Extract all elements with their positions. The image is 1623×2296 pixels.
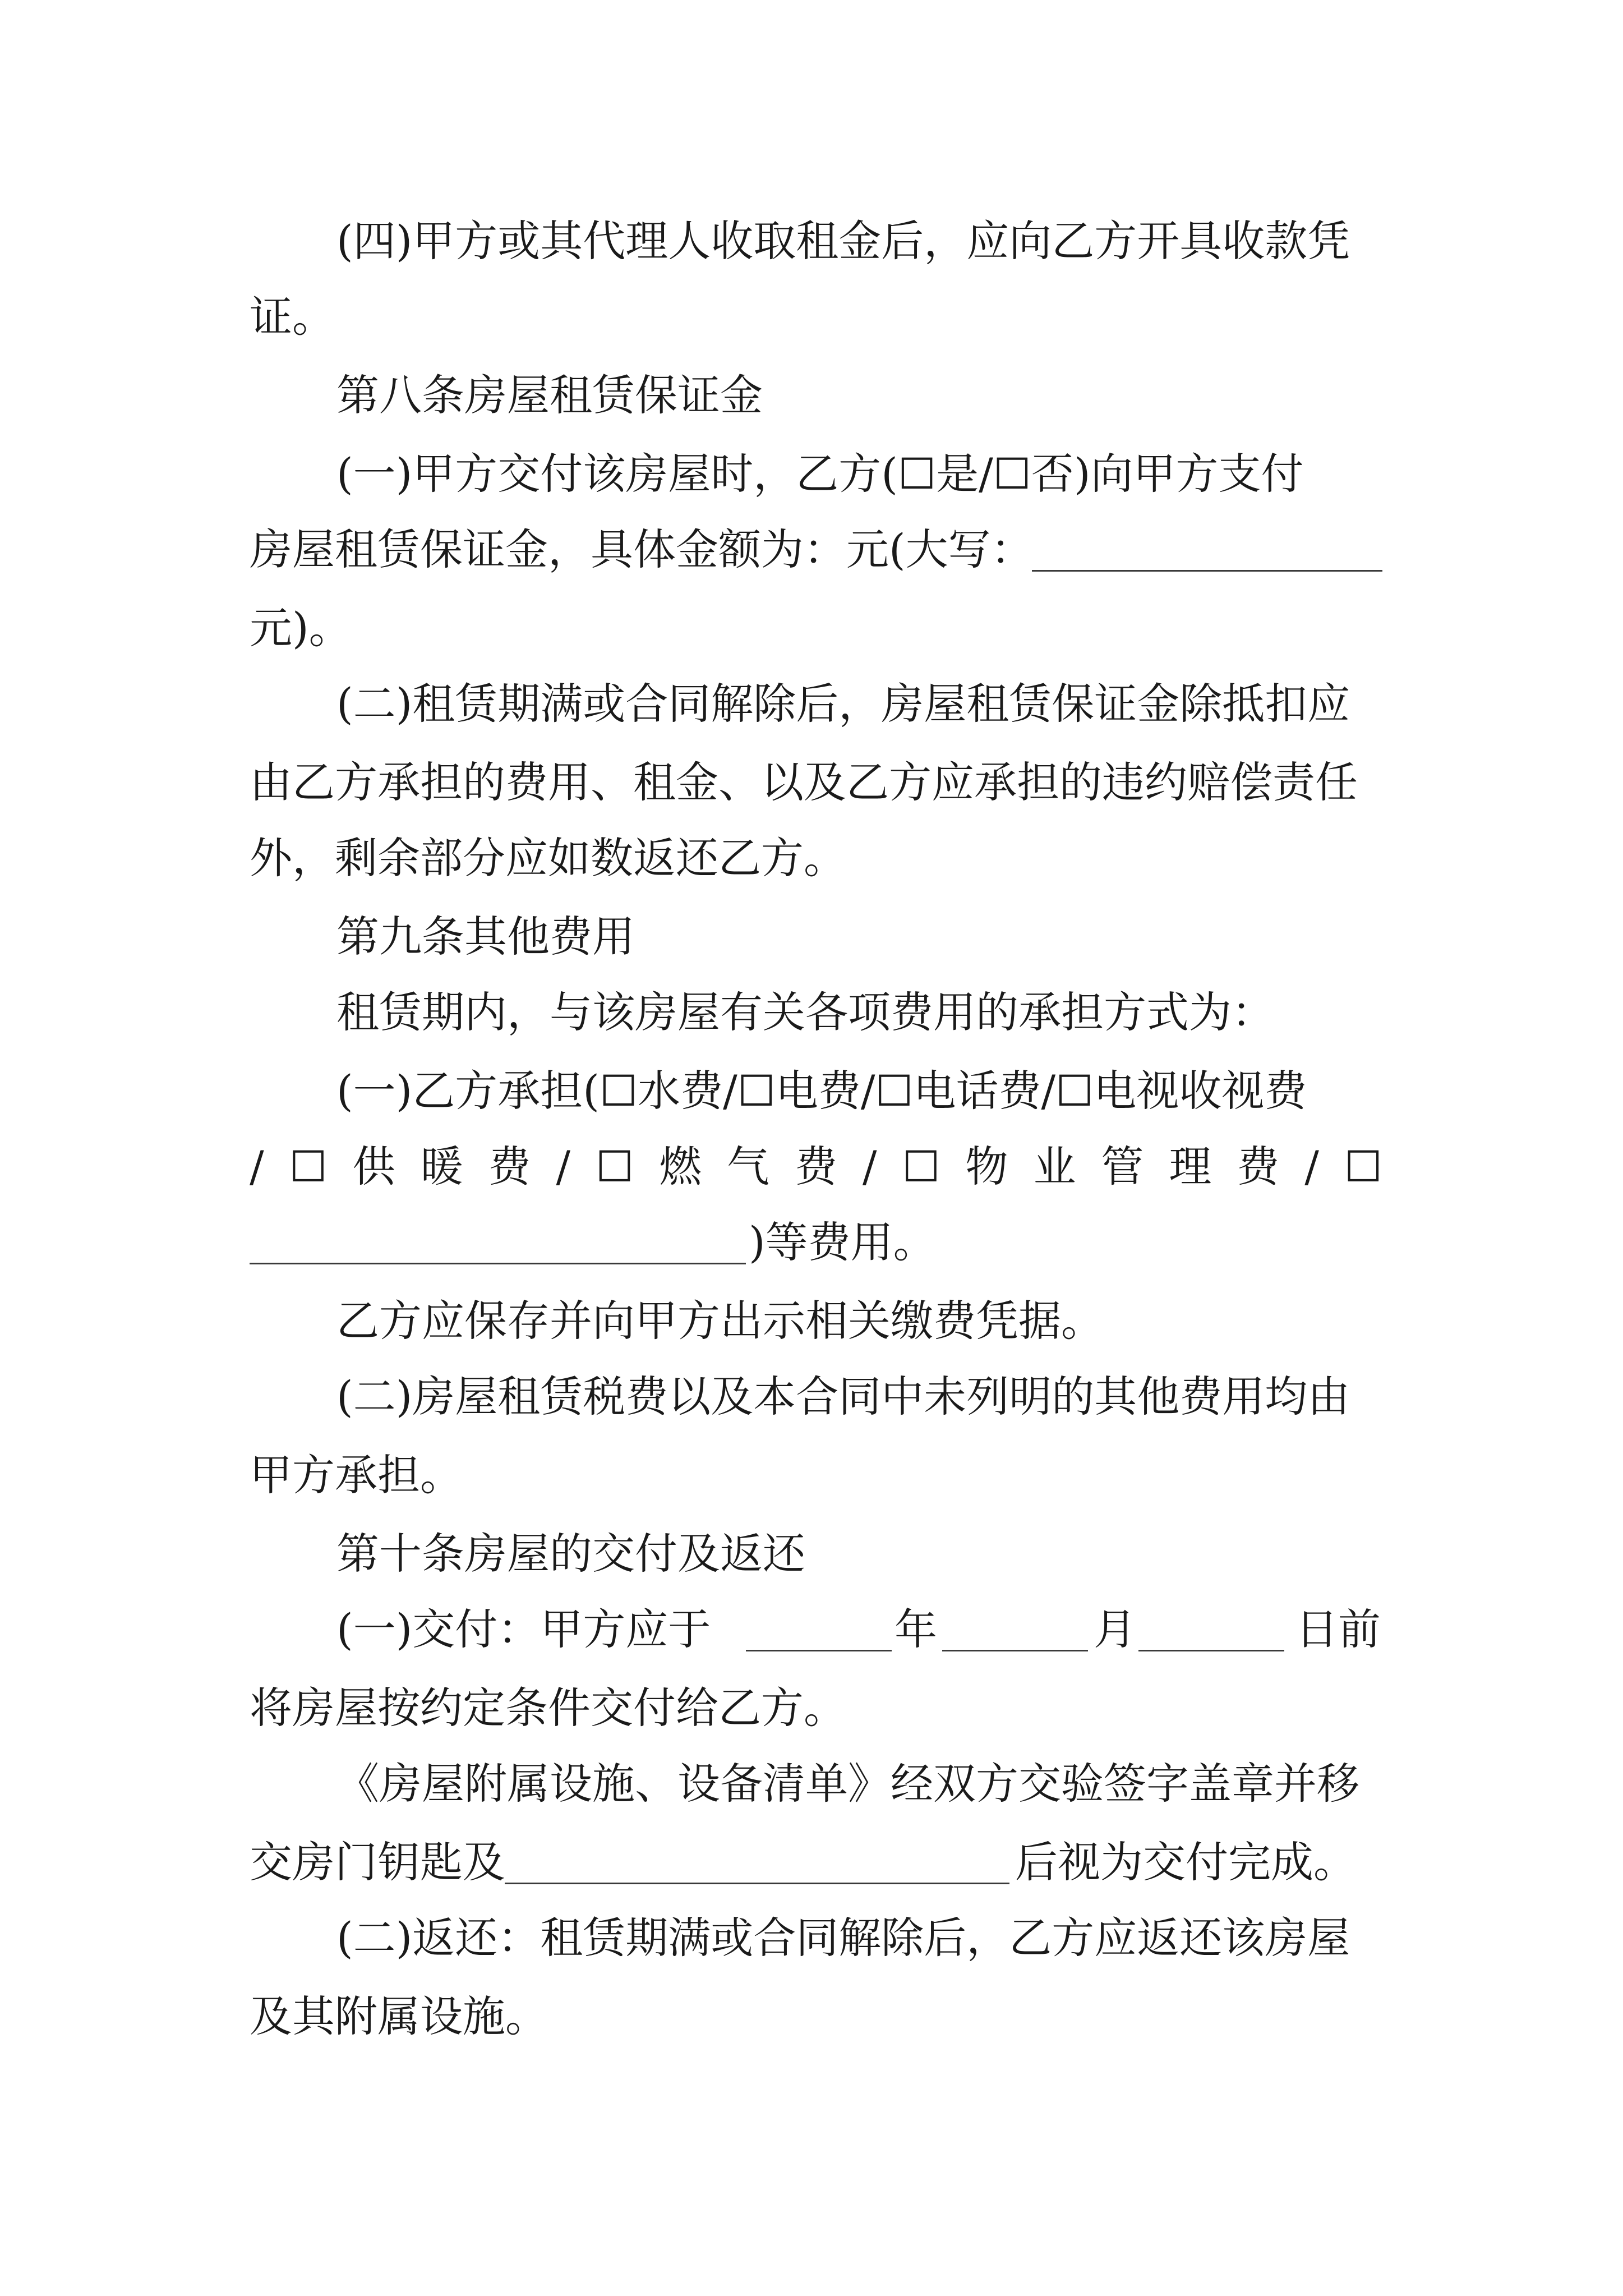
paragraph-4-receipt-cont (0, 283, 1623, 351)
article-8-clause-1-cont (0, 516, 1623, 583)
article-heading: 第八条房屋租赁保证金 (336, 370, 763, 420)
text-line: 证。 (250, 292, 335, 342)
text-char: 业 (1033, 1142, 1076, 1191)
article-10-clause-2-end (0, 1983, 1623, 2050)
text-line: 外，剩余部分应如数返还乙方。 (250, 833, 846, 883)
other-fee-blank[interactable] (250, 1209, 746, 1276)
text-char: 供 (352, 1142, 395, 1191)
checkbox-icon[interactable]: ☐ (289, 1142, 328, 1191)
text-char: 暖 (420, 1142, 463, 1191)
text-char: / (862, 1142, 877, 1191)
article-9-clause-2-end (0, 1442, 1623, 1509)
article-heading: 第九条其他费用 (336, 912, 635, 961)
text-line: (一)交付：甲方应于 (336, 1604, 711, 1654)
article-10-clause-1-cont (0, 1674, 1623, 1742)
article-9-clause-1-end (0, 1209, 1623, 1276)
text-line: (一)乙方承担(☐水费/☐电费/☐电话费/☐电视收视费 (336, 1066, 1307, 1116)
text-char: 理 (1169, 1142, 1212, 1191)
checkbox-icon[interactable]: ☐ (1344, 1142, 1382, 1191)
text-line: 交房门钥匙及 (250, 1837, 505, 1887)
delivery-year-blank[interactable] (746, 1596, 892, 1663)
text-char: 费 (488, 1142, 531, 1191)
article-8-clause-2-cont (0, 749, 1623, 816)
text-line: 及其附属设施。 (250, 1991, 548, 2041)
article-10-heading (0, 1520, 1623, 1588)
article-8-heading (0, 362, 1623, 429)
text-line: (一)甲方交付该房屋时，乙方(☐是/☐否)向甲方支付 (336, 449, 1304, 499)
text-line: 将房屋按约定条件交付给乙方。 (250, 1683, 846, 1733)
deposit-amount-blank[interactable] (1032, 516, 1382, 583)
text-line: (二)房屋租赁税费以及本合同中未列明的其他费用均由 (336, 1372, 1350, 1421)
article-9-intro (0, 979, 1623, 1046)
text-char: / (556, 1142, 571, 1191)
text-line: 租赁期内，与该房屋有关各项费用的承担方式为： (336, 987, 1274, 1037)
text-line: )等费用。 (749, 1217, 936, 1267)
text-line: 甲方承担。 (250, 1450, 463, 1500)
article-8-clause-1 (0, 440, 1623, 508)
checkbox-icon[interactable]: ☐ (595, 1142, 634, 1191)
text-char: 气 (727, 1142, 769, 1191)
text-line: 由乙方承担的费用、租金、以及乙方应承担的违约赔偿责任 (250, 757, 1358, 807)
year-label: 年 (895, 1604, 937, 1654)
text-char: 燃 (659, 1142, 702, 1191)
article-9-clause-1-cont (250, 1133, 1382, 1200)
article-9-clause-1 (0, 1057, 1623, 1125)
text-line: 房屋租赁保证金，具体金额为：元(大写： (250, 524, 1034, 574)
text-char: 费 (1237, 1142, 1280, 1191)
article-8-clause-2-end (0, 825, 1623, 892)
text-line: (二)租赁期满或合同解除后，房屋租赁保证金除抵扣应 (336, 679, 1350, 729)
text-line: (四)甲方或其代理人收取租金后，应向乙方开具收款凭 (336, 216, 1350, 266)
paragraph-4-receipt (0, 208, 1623, 275)
text-line: 乙方应保存并向甲方出示相关缴费凭据。 (336, 1296, 1104, 1346)
text-char: / (1304, 1142, 1319, 1191)
text-line: 元)。 (250, 603, 352, 653)
article-10-checklist-cont (0, 1829, 1623, 1896)
article-10-clause-2 (0, 1904, 1623, 1972)
checkbox-icon[interactable]: ☐ (902, 1142, 940, 1191)
text-char: / (250, 1142, 264, 1191)
day-label: 日前 (1295, 1604, 1381, 1654)
article-9-note (0, 1287, 1623, 1355)
article-8-clause-2 (0, 670, 1623, 738)
handover-items-blank[interactable] (505, 1829, 1009, 1896)
article-9-heading (0, 903, 1623, 970)
text-char: 物 (965, 1142, 1008, 1191)
text-line: (二)返还：租赁期满或合同解除后，乙方应返还该房屋 (336, 1913, 1350, 1963)
article-10-clause-1 (0, 1596, 1623, 1663)
article-10-checklist (0, 1750, 1623, 1818)
text-char: 管 (1101, 1142, 1144, 1191)
month-label: 月 (1094, 1604, 1136, 1654)
article-9-clause-2 (0, 1363, 1623, 1430)
text-line: 《房屋附属设施、设备清单》经双方交验签字盖章并移 (336, 1759, 1359, 1809)
text-char: 费 (794, 1142, 837, 1191)
article-heading: 第十条房屋的交付及返还 (336, 1529, 805, 1579)
text-line: 后视为交付完成。 (1015, 1837, 1356, 1887)
article-8-clause-1-end (0, 595, 1623, 662)
delivery-month-blank[interactable] (942, 1596, 1088, 1663)
delivery-day-blank[interactable] (1138, 1596, 1284, 1663)
